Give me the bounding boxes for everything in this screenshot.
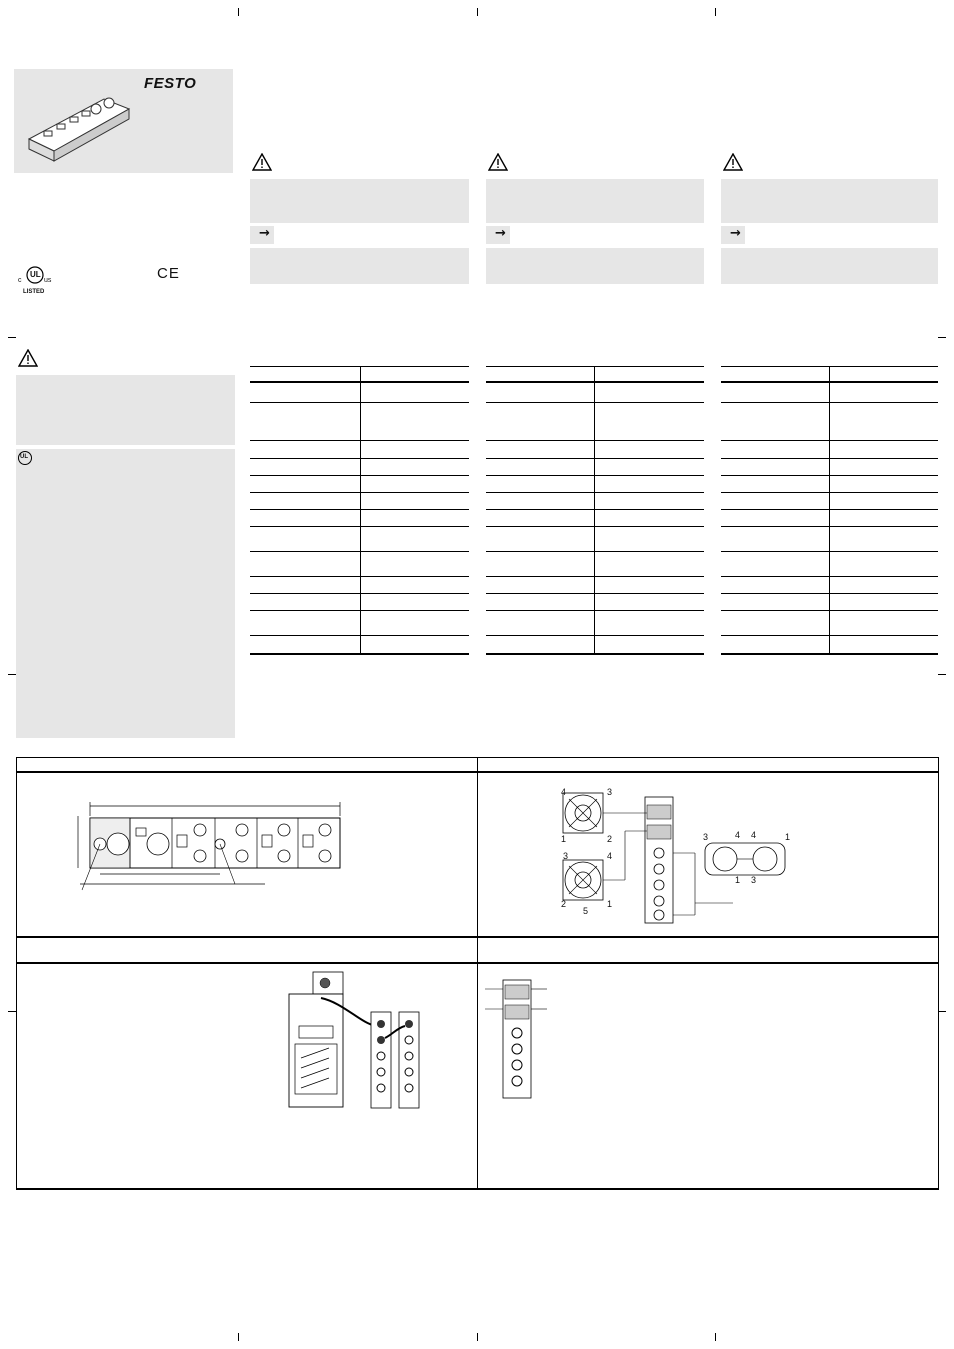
crop-mark-top-2	[477, 8, 478, 16]
col3-arrow-tab	[721, 226, 745, 244]
crop-mark-top-1	[238, 8, 239, 16]
ul-small-text: UL	[20, 454, 28, 460]
col1-arrow-tab	[250, 226, 274, 244]
ul-listed-mark	[16, 265, 56, 297]
pin-a-2: 2	[607, 834, 613, 844]
crop-mark-left-2	[8, 674, 16, 675]
pin-b-1: 1	[607, 899, 613, 909]
left-ul-notice-box	[16, 449, 235, 738]
ul-text: UL	[30, 270, 41, 279]
crop-mark-bottom-3	[715, 1333, 716, 1341]
connector-pinout-drawing	[555, 785, 805, 930]
pin-c-b1: 1	[785, 832, 791, 842]
crop-mark-top-3	[715, 8, 716, 16]
product-module-image	[24, 79, 134, 169]
col1-note-box	[250, 248, 469, 284]
crop-mark-right-2	[938, 674, 946, 675]
ul-small-mark	[18, 451, 32, 465]
pin-b-5: 5	[583, 906, 589, 916]
tech-table-2-header	[486, 367, 704, 383]
cpx-connection-drawing	[285, 968, 445, 1113]
dimension-drawing	[70, 800, 360, 900]
col2-warning-icon-wrap	[486, 152, 510, 174]
crop-mark-bottom-1	[238, 1333, 239, 1341]
col2-note-box	[486, 248, 704, 284]
arrow-right-icon: →	[495, 226, 506, 241]
ul-listed-text: LISTED	[23, 289, 45, 295]
col1-warning-box	[250, 179, 469, 223]
tech-table-1	[250, 366, 469, 655]
col3-warning-box	[721, 179, 938, 223]
warning-triangle-icon	[723, 153, 743, 171]
pin-c-a4: 4	[735, 830, 741, 840]
left-warning-box	[16, 375, 235, 445]
crop-mark-left-3	[8, 1011, 16, 1012]
cover-panel	[14, 69, 233, 173]
pin-a-1: 1	[561, 834, 567, 844]
left-warning-header	[16, 348, 40, 370]
col1-warning-icon-wrap	[250, 152, 274, 174]
crop-mark-bottom-2	[477, 1333, 478, 1341]
crop-mark-right-1	[938, 337, 946, 338]
warning-triangle-icon	[18, 349, 38, 367]
col3-warning-icon-wrap	[721, 152, 745, 174]
festo-logo: FESTO	[144, 75, 197, 92]
pin-c-b4: 4	[751, 830, 757, 840]
tech-table-3	[721, 366, 938, 655]
col3-note-box	[721, 248, 938, 284]
crop-mark-right-3	[938, 1011, 946, 1012]
ul-us-text: us	[44, 277, 52, 284]
pin-c-a1: 1	[735, 875, 741, 885]
col2-warning-box	[486, 179, 704, 223]
arrow-right-icon: →	[259, 226, 270, 241]
pin-c-b3: 3	[751, 875, 757, 885]
pin-a-4: 4	[561, 787, 567, 797]
warning-triangle-icon	[488, 153, 508, 171]
module-strip-drawing	[483, 975, 553, 1105]
ul-c-text: c	[18, 277, 22, 284]
crop-mark-left-1	[8, 337, 16, 338]
pin-b-2: 2	[561, 899, 567, 909]
warning-triangle-icon	[252, 153, 272, 171]
arrow-right-icon: →	[730, 226, 741, 241]
pin-b-4: 4	[607, 851, 613, 861]
figure-divider-vertical	[477, 757, 478, 1190]
pin-b-3: 3	[563, 851, 569, 861]
pin-c-a3: 3	[703, 832, 709, 842]
pin-a-3: 3	[607, 787, 613, 797]
tech-table-2	[486, 366, 704, 655]
ce-mark: CE	[157, 265, 180, 282]
col2-arrow-tab	[486, 226, 510, 244]
